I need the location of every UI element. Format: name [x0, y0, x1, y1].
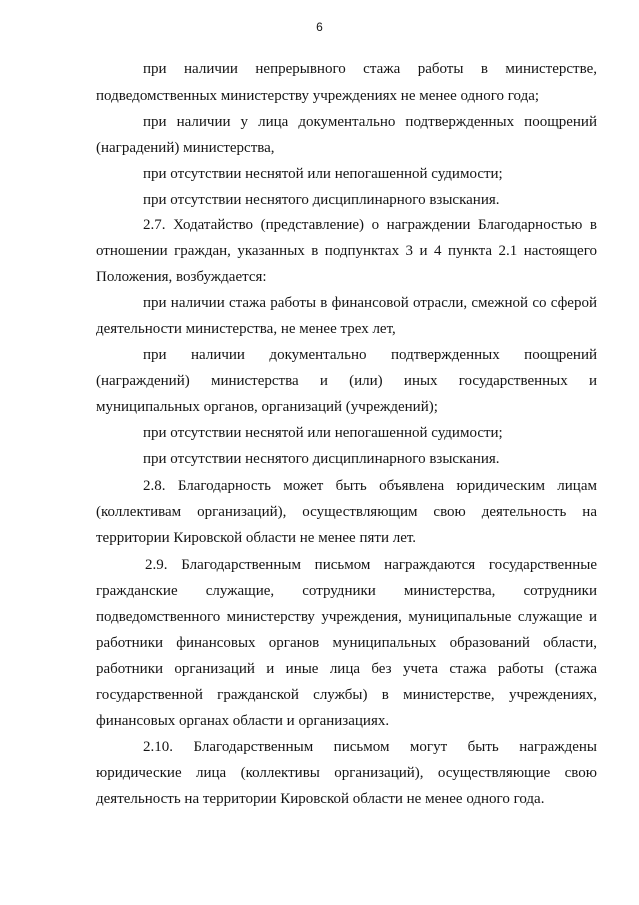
text-line: при отсутствии неснятого дисциплинарного взыскания.	[143, 192, 500, 208]
text-line: 2.9. Благодарственным письмом награждаются государственные	[145, 557, 597, 573]
text-line: гражданские служащие, сотрудники министерства, сотрудники	[96, 583, 597, 599]
text-line: при наличии непрерывного стажа работы в министерстве,	[143, 61, 597, 77]
text-line: финансовых органах области и организациях.	[96, 713, 390, 729]
text-line: при отсутствии неснятого дисциплинарного взыскания.	[143, 451, 500, 467]
text-line: при отсутствии неснятой или непогашенной судимости;	[143, 425, 503, 441]
text-line: деятельности министерства, не менее трех лет,	[96, 321, 396, 337]
text-line: при отсутствии неснятой или непогашенной судимости;	[143, 166, 503, 182]
page-number: 6	[316, 20, 323, 34]
text-line: 2.10. Благодарственным письмом могут быть награждены	[143, 739, 597, 755]
text-line: (награждений) министерства и (или) иных государственных и	[96, 373, 597, 389]
text-line: 2.8. Благодарность может быть объявлена юридическим лицам	[143, 478, 597, 494]
text-line: деятельность на территории Кировской области не менее одного года.	[96, 791, 545, 807]
text-line: при наличии документально подтвержденных поощрений	[143, 347, 597, 363]
text-line: работники организаций и иные лица без учета стажа работы (стажа	[96, 661, 597, 677]
text-line: государственной гражданской службы) в министерстве, учреждениях,	[96, 687, 597, 703]
text-line: при наличии стажа работы в финансовой отрасли, смежной со сферой	[143, 295, 597, 311]
text-line: Положения, возбуждается:	[96, 269, 267, 285]
text-line: муниципальных органов, организаций (учреждений);	[96, 399, 438, 415]
text-line: (наградений) министерства,	[96, 140, 275, 156]
text-line: (коллективам организаций), осуществляющим свою деятельность на	[96, 504, 597, 520]
text-line: при наличии у лица документально подтвержденных поощрений	[143, 114, 597, 130]
text-line: работники финансовых органов муниципальных образований области,	[96, 635, 597, 651]
text-line: отношении граждан, указанных в подпунктах 3 и 4 пункта 2.1 настоящего	[96, 243, 597, 259]
text-line: юридические лица (коллективы организаций), осуществляющие свою	[96, 765, 597, 781]
text-line: подведомственного министерству учреждения, муниципальные служащие и	[96, 609, 597, 625]
text-line: территории Кировской области не менее пяти лет.	[96, 530, 417, 546]
text-line: 2.7. Ходатайство (представление) о награждении Благодарностью в	[143, 217, 597, 233]
text-line: подведомственных министерству учреждениях не менее одного года;	[96, 88, 540, 104]
